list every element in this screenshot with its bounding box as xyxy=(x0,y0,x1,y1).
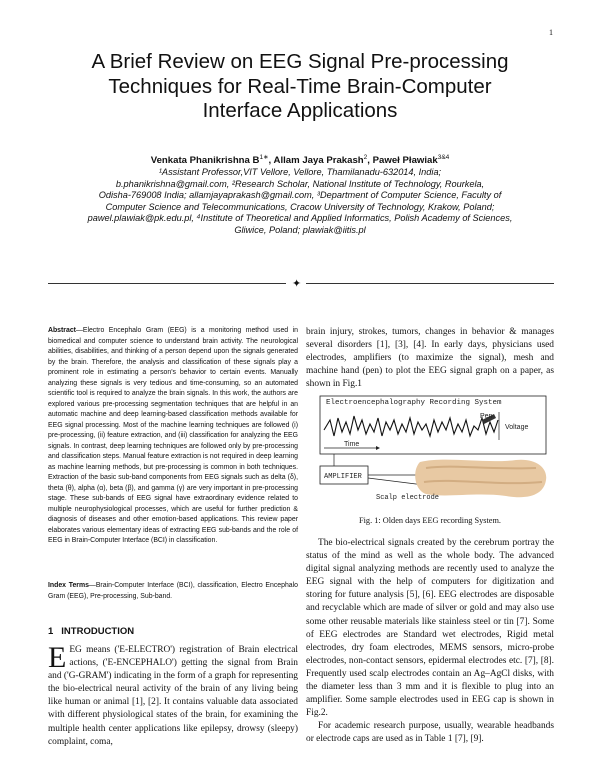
abstract-text: —Electro Encephalo Gram (EEG) is a monitoring method used in biomedical and computer science to understand brain activity. The neurological abilities, disabilities, and thinking of a person depend upon the signals generated by the brain. Therefore, the analysis and classification of these signals play a prominent role in estimating a person's behavior to certain events. Manually analyzing these signals is very tedious and time-consuming, so an automated scientific tool is required to analyze the brain signals. In this work, the authors are explored various pre-processing segmentation techniques that are helpful in an automatic machine and deep learning-based classification methods available for EEG signal processing. Most of the machine learning techniques are followed (i) pre-processing, (ii) feature extraction, and (iii) classification for analyzing the EEG signals. In contrast, deep learning techniques are followed only by pre-processing and classification steps. Manual feature extraction is not required in deep learning as machine learning methods, but pre-processing is common in both techniques. Extraction of the basic sub-band components from EEG signals such as delta (δ), theta (θ), alpha (α), beta (β), and gamma (γ) are very important in pre-processing stage. These sub-bands of EEG signal have extraordinary evidence related to multiple neurophysiological processes, which are useful for further prediction & diagnosis of diseases and other emotion-based applications. This review paper elaborates various elementary ideas of extracting EEG sub-bands and the role of EEG in Brain-Computer Interface (BCI) in classification. xyxy=(48,327,298,544)
affiliation-line: Computer Science and Telecommunications, Cracow University of Technology, Krakow, Poland; xyxy=(105,201,495,212)
label-amplifier: AMPLIFIER xyxy=(324,473,362,481)
author-2-affil: 2 xyxy=(363,154,368,161)
affiliation-line: Gliwice, Poland; plawiak@iitis.pl xyxy=(234,224,366,235)
author-3-affil: 3&4 xyxy=(437,154,450,161)
section-number: 1 xyxy=(48,626,54,637)
label-time: Time xyxy=(344,441,360,448)
right-column-top-text: brain injury, strokes, tumors, changes in behavior & manages several disorders [1], [3], [4]. In early days, physicians used electrodes, amplifiers (to maximize the signal), mesh and machine hand (pen) to plot the EEG signal graph on a paper, as shown in Fig.1 xyxy=(306,327,554,390)
eeg-trace xyxy=(324,416,498,436)
abstract xyxy=(48,326,298,547)
label-pen: Pen xyxy=(480,413,493,420)
author-list: Venkata Phanikrishna $B^{1∗}$, Allam Jaya Prakash$^2$, Paweł Pławiak$^{3\&4}$ xyxy=(150,154,450,167)
affiliation-line: b.phanikrishna@gmail.com, ²Research Scholar, National Institute of Technology, Rourkela, xyxy=(115,178,485,189)
scalp-shape xyxy=(415,460,546,498)
label-scalp-electrode: Scalp electrode xyxy=(376,494,440,502)
intro-text: EG means ('E-ELECTRO') registration of Brain electrical actions, ('E-ENCEPHALO') getting the signal from Brain and ('G-GRAM') indicating in the form of a graph for representing the bio-electrical neural activity of the brain of any living being like human or animal [1], [2]. It contains valuable data associated with different physiological states of the brain, for examining the multiple health center applications like epilepsy, drowsy (sleepy) complaint, coma, xyxy=(48,645,298,747)
intro-paragraph xyxy=(48,641,298,749)
separator-right xyxy=(306,283,554,284)
section-heading xyxy=(48,626,134,637)
figure-caption: Fig. 1: Olden days EEG recording System. xyxy=(359,516,501,525)
paper-title xyxy=(40,50,560,124)
right-paragraph-2: For academic research purpose, usually, wearable headbands or electrode caps are used as in Table 1 [7], [9]. xyxy=(306,721,554,745)
index-terms-text: —Brain-Computer Interface (BCI), classification, Electro Encephalo Gram (EEG), Pre-processing, Sub-band. xyxy=(48,582,298,600)
title-line-1: A Brief Review on EEG Signal Pre-processing xyxy=(91,50,509,73)
author-1-affil: 1∗ xyxy=(259,154,269,161)
index-terms xyxy=(48,581,298,602)
abstract-label: Abstract xyxy=(48,327,76,334)
page-number: 1 xyxy=(549,28,553,37)
title-line-2: Techniques for Real-Time Brain-Computer xyxy=(108,74,492,98)
right-column-body xyxy=(306,537,554,747)
affiliation-line: ¹Assistant Professor,VIT Vellore, Vellore, Thamilanadu-632014, India; xyxy=(158,167,442,177)
separator-diamond-icon: ✦ xyxy=(292,278,302,290)
separator-left xyxy=(48,283,286,284)
title-line-3: Interface Applications xyxy=(202,99,398,122)
section-title: INTRODUCTION xyxy=(61,626,135,637)
right-paragraph-1: The bio-electrical signals created by the cerebrum portray the status of the mind as well as the whole body. The advanced digital signal analyzing methods are recently used to analyze the EEG signal with the help of computers for digitization and storing for future analysis [5], [6]. EEG electrodes are disposable and recyclable which are made of silver or gold and may also use some other reusable materials like stainless steel or tin [7]. Some of EEG electrodes are Standard wet electrodes, Rigid metal electrodes, dry foam electrodes, MEMS sensors, micro-probe electrodes, non-contact sensors, epidermal electrodes etc. [7], [8]. Frequently used scalp electrodes contain an Ag–AgCl disks, with the diameter less than 3 mm and it is flexible to plug into an amplifier. Some sample electrodes used in EEG cap is shown in Fig.2. xyxy=(306,538,554,719)
affiliations xyxy=(60,167,540,236)
affiliation-line: pawel.plawiak@pk.edu.pl, ⁴Institute of Theoretical and Applied Informatics, Polish Academy of Sciences, xyxy=(87,213,513,223)
time-arrow-icon xyxy=(376,446,380,450)
eeg-recording-figure xyxy=(316,390,551,510)
drop-cap: E xyxy=(48,641,67,674)
figure-title: Electroencephalography Recording System xyxy=(326,399,502,407)
label-voltage: Voltage xyxy=(505,424,529,431)
author-1: Venkata Phanikrishna B xyxy=(150,155,260,167)
author-3: Paweł Pławiak xyxy=(372,155,438,167)
affiliation-line: Odisha-769008 India; allamjayaprakash@gmail.com, ³Department of Computer Science, Faculty of xyxy=(98,190,502,200)
index-terms-label: Index Terms xyxy=(48,582,89,589)
author-2: Allam Jaya Prakash xyxy=(273,155,364,167)
